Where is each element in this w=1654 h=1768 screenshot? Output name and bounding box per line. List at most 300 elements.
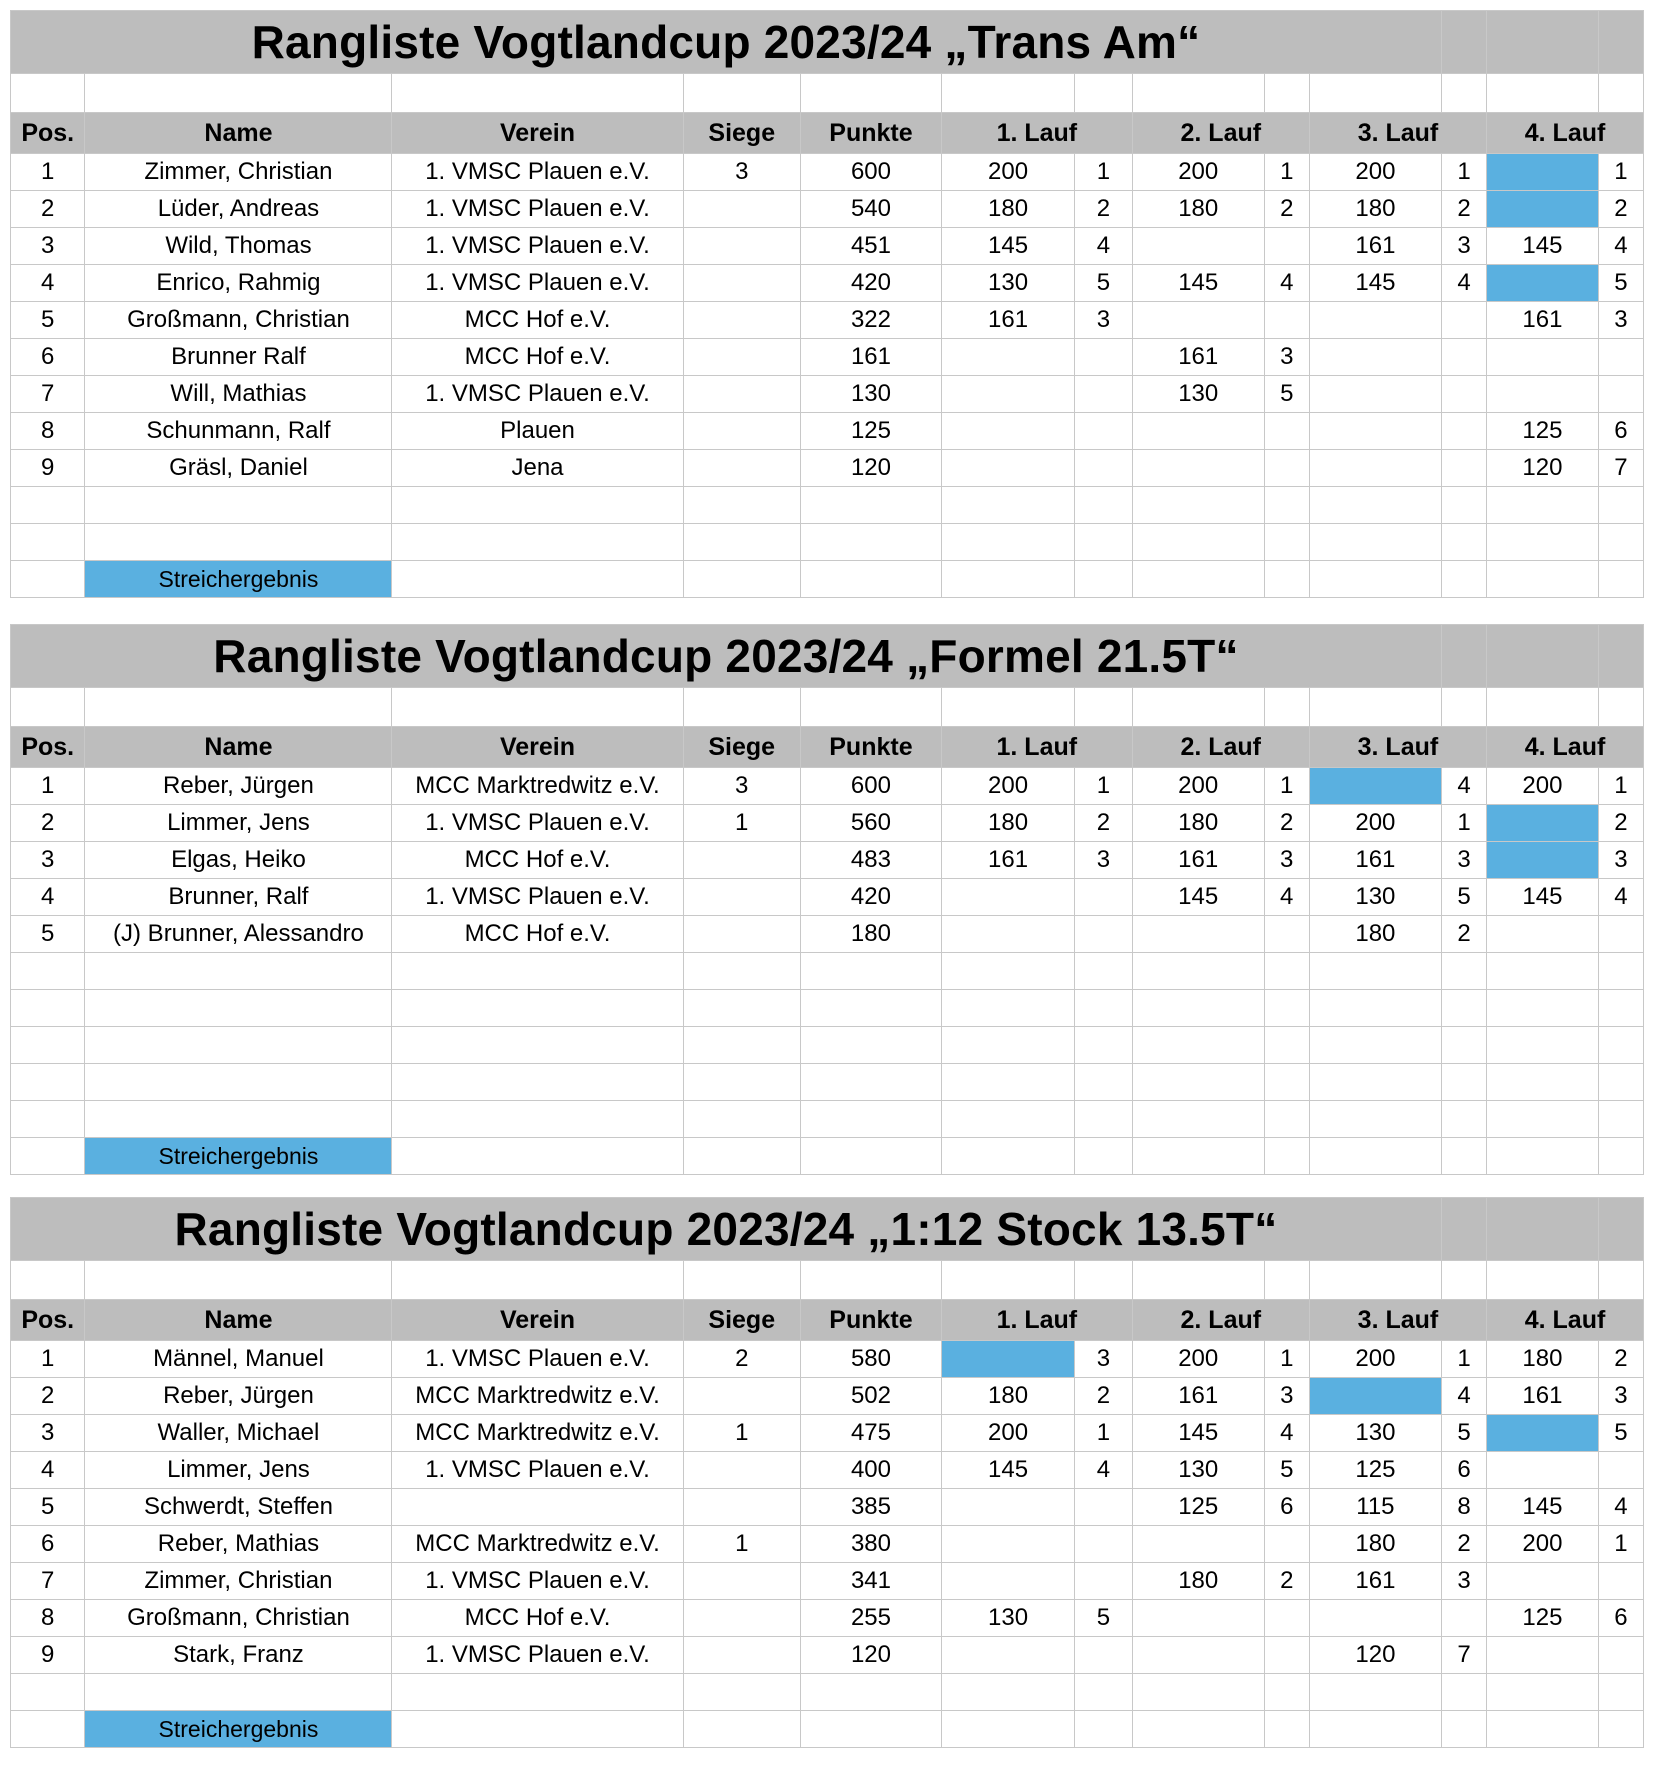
empty-cell (1309, 487, 1441, 524)
empty-cell (1075, 1138, 1133, 1175)
header-punkte: Punkte (800, 1300, 941, 1341)
empty-cell (683, 1674, 800, 1711)
lauf-2-rank: 3 (1264, 842, 1309, 879)
punkte-cell: 341 (800, 1563, 941, 1600)
empty-cell (683, 1138, 800, 1175)
lauf-4-rank (1598, 1637, 1643, 1674)
empty-cell (941, 953, 1074, 990)
punkte-cell: 475 (800, 1415, 941, 1452)
lauf-3-points: 115 (1309, 1489, 1441, 1526)
empty-cell (683, 1101, 800, 1138)
ranking-table (10, 10, 1644, 598)
lauf-2-points (1132, 916, 1264, 953)
lauf-2-points: 200 (1132, 154, 1264, 191)
empty-cell (85, 74, 392, 113)
empty-cell (1309, 1064, 1441, 1101)
header-lauf-1: 1. Lauf (942, 113, 1133, 154)
punkte-cell: 420 (800, 879, 941, 916)
lauf-3-rank (1441, 1600, 1486, 1637)
punkte-cell: 255 (800, 1600, 941, 1637)
verein-cell: MCC Hof e.V. (392, 339, 683, 376)
name-cell: Limmer, Jens (85, 805, 392, 842)
empty-cell (1309, 688, 1441, 727)
lauf-1-points: 145 (942, 228, 1075, 265)
empty-cell (1075, 74, 1133, 113)
pos-cell: 8 (11, 1600, 85, 1637)
lauf-1-rank: 2 (1075, 1378, 1133, 1415)
header-row (11, 113, 1644, 154)
lauf-1-points (942, 1637, 1075, 1674)
lauf-2-points (1132, 302, 1264, 339)
verein-cell: MCC Hof e.V. (392, 1600, 683, 1637)
lauf-4-rank: 4 (1598, 1489, 1643, 1526)
verein-cell: Plauen (392, 413, 683, 450)
empty-cell (11, 1101, 85, 1138)
lauf-1-rank: 4 (1075, 1452, 1133, 1489)
empty-row (11, 1674, 1644, 1711)
header-name: Name (85, 727, 392, 768)
lauf-4-struck-result (1487, 1415, 1599, 1452)
pos-cell: 4 (11, 879, 85, 916)
lauf-1-rank: 5 (1075, 265, 1133, 302)
empty-cell (1264, 487, 1309, 524)
ranking-sheet-3 (10, 1197, 1644, 1748)
lauf-3-points: 125 (1309, 1452, 1441, 1489)
name-cell: Brunner, Ralf (85, 879, 392, 916)
empty-cell (800, 990, 941, 1027)
empty-cell (392, 1027, 683, 1064)
empty-cell (11, 1261, 85, 1300)
lauf-3-points: 145 (1309, 265, 1441, 302)
lauf-4-points: 161 (1487, 1378, 1599, 1415)
lauf-1-rank (1075, 413, 1133, 450)
name-cell: Brunner Ralf (85, 339, 392, 376)
empty-cell (1309, 1027, 1441, 1064)
name-cell: Schwerdt, Steffen (85, 1489, 392, 1526)
empty-cell (11, 1711, 85, 1748)
lauf-2-rank (1264, 916, 1309, 953)
empty-cell (1598, 487, 1643, 524)
punkte-cell: 420 (800, 265, 941, 302)
empty-cell (1441, 487, 1486, 524)
lauf-1-points (942, 1489, 1075, 1526)
header-lauf-3: 3. Lauf (1309, 727, 1486, 768)
empty-cell (1441, 1027, 1486, 1064)
table-row (11, 842, 1644, 879)
empty-cell (1309, 74, 1441, 113)
lauf-4-points: 200 (1487, 1526, 1599, 1563)
lauf-4-points: 125 (1487, 413, 1599, 450)
empty-cell (1264, 1101, 1309, 1138)
empty-cell (1264, 1138, 1309, 1175)
empty-cell (683, 688, 800, 727)
empty-cell (1487, 953, 1599, 990)
lauf-4-rank: 3 (1598, 302, 1643, 339)
lauf-1-points (941, 916, 1074, 953)
pos-cell: 5 (11, 1489, 85, 1526)
lauf-1-rank: 3 (1075, 302, 1133, 339)
table-row (11, 339, 1644, 376)
verein-cell: MCC Hof e.V. (392, 302, 683, 339)
lauf-3-points: 161 (1309, 1563, 1441, 1600)
siege-cell (683, 916, 800, 953)
empty-cell (1132, 487, 1264, 524)
empty-cell (1264, 1711, 1309, 1748)
lauf-4-rank (1598, 1452, 1643, 1489)
header-lauf-4: 4. Lauf (1487, 1300, 1644, 1341)
table-row (11, 1600, 1644, 1637)
empty-cell (1309, 1711, 1441, 1748)
lauf-2-rank (1264, 1600, 1309, 1637)
ranking-table (10, 624, 1644, 1175)
lauf-2-points (1132, 450, 1264, 487)
pos-cell: 2 (11, 1378, 85, 1415)
siege-cell (683, 302, 800, 339)
siege-cell (683, 1452, 800, 1489)
lauf-3-points: 180 (1309, 916, 1441, 953)
lauf-4-rank: 3 (1598, 1378, 1643, 1415)
table-row (11, 1489, 1644, 1526)
lauf-4-points: 145 (1487, 1489, 1599, 1526)
empty-cell (800, 1064, 941, 1101)
lauf-2-points (1132, 1637, 1264, 1674)
lauf-3-rank: 5 (1441, 1415, 1486, 1452)
header-lauf-1: 1. Lauf (942, 1300, 1133, 1341)
lauf-3-points: 180 (1309, 1526, 1441, 1563)
empty-cell (942, 524, 1075, 561)
siege-cell (683, 879, 800, 916)
lauf-3-struck-result (1309, 768, 1441, 805)
header-lauf-1: 1. Lauf (941, 727, 1132, 768)
header-punkte: Punkte (800, 727, 941, 768)
empty-cell (1264, 1261, 1309, 1300)
name-cell: Gräsl, Daniel (85, 450, 392, 487)
empty-cell (85, 1261, 392, 1300)
lauf-2-points: 130 (1132, 376, 1264, 413)
lauf-3-points (1309, 302, 1441, 339)
empty-cell (1441, 1101, 1486, 1138)
name-cell: Lüder, Andreas (85, 191, 392, 228)
punkte-cell: 322 (800, 302, 941, 339)
lauf-4-rank: 2 (1598, 805, 1643, 842)
lauf-3-rank: 2 (1441, 1526, 1486, 1563)
header-name: Name (85, 1300, 392, 1341)
empty-row (11, 524, 1644, 561)
name-cell: Limmer, Jens (85, 1452, 392, 1489)
empty-cell (1075, 990, 1133, 1027)
lauf-1-rank: 2 (1075, 805, 1133, 842)
lauf-4-rank: 6 (1598, 413, 1643, 450)
lauf-2-rank (1264, 450, 1309, 487)
lauf-3-points (1309, 1600, 1441, 1637)
pos-cell: 4 (11, 265, 85, 302)
lauf-3-rank (1441, 339, 1486, 376)
header-pos: Pos. (11, 727, 85, 768)
empty-row (11, 1027, 1644, 1064)
lauf-4-rank: 2 (1598, 1341, 1643, 1378)
lauf-3-rank (1441, 413, 1486, 450)
table-title: Rangliste Vogtlandcup 2023/24 „Trans Am“ (11, 11, 1442, 74)
empty-cell (1309, 953, 1441, 990)
empty-cell (683, 990, 800, 1027)
empty-cell (683, 953, 800, 990)
empty-cell (800, 1674, 941, 1711)
empty-cell (1075, 1101, 1133, 1138)
lauf-1-points (942, 376, 1075, 413)
lauf-4-points: 125 (1487, 1600, 1599, 1637)
empty-cell (1598, 1101, 1643, 1138)
empty-cell (1132, 1711, 1264, 1748)
empty-cell (1075, 1711, 1133, 1748)
lauf-2-rank: 2 (1264, 805, 1309, 842)
empty-cell (1309, 524, 1441, 561)
empty-cell (1487, 990, 1599, 1027)
table-row (11, 228, 1644, 265)
table-row (11, 265, 1644, 302)
empty-cell (1264, 688, 1309, 727)
lauf-2-rank: 3 (1264, 1378, 1309, 1415)
siege-cell (683, 1489, 800, 1526)
empty-cell (1441, 524, 1486, 561)
empty-cell (800, 1101, 941, 1138)
lauf-3-rank: 4 (1441, 265, 1486, 302)
header-verein: Verein (392, 727, 683, 768)
empty-cell (683, 1711, 800, 1748)
empty-cell (1441, 74, 1486, 113)
name-cell: Großmann, Christian (85, 302, 392, 339)
empty-cell (1441, 561, 1486, 598)
empty-cell (392, 1064, 683, 1101)
empty-cell (1132, 1064, 1264, 1101)
empty-cell (392, 487, 683, 524)
empty-cell (1441, 1064, 1486, 1101)
empty-cell (800, 1138, 941, 1175)
siege-cell (683, 413, 800, 450)
lauf-4-rank: 5 (1598, 265, 1643, 302)
empty-cell (1441, 990, 1486, 1027)
table-title: Rangliste Vogtlandcup 2023/24 „Formel 21.5T“ (11, 625, 1442, 688)
lauf-3-points: 130 (1309, 1415, 1441, 1452)
name-cell: (J) Brunner, Alessandro (85, 916, 392, 953)
empty-cell (683, 524, 800, 561)
table-row (11, 768, 1644, 805)
lauf-1-points: 200 (941, 768, 1074, 805)
lauf-2-rank: 1 (1264, 768, 1309, 805)
empty-cell (1441, 1674, 1486, 1711)
empty-cell (392, 524, 683, 561)
empty-cell (85, 524, 392, 561)
siege-cell: 3 (683, 154, 800, 191)
empty-cell (941, 1064, 1074, 1101)
empty-cell (683, 74, 800, 113)
empty-cell (11, 1138, 85, 1175)
lauf-2-points: 145 (1132, 265, 1264, 302)
pos-cell: 6 (11, 339, 85, 376)
empty-cell (1598, 74, 1643, 113)
table-row (11, 879, 1644, 916)
empty-cell (85, 1101, 392, 1138)
lauf-1-rank (1075, 450, 1133, 487)
lauf-3-rank: 2 (1441, 916, 1486, 953)
empty-cell (11, 1674, 85, 1711)
lauf-3-points: 161 (1309, 228, 1441, 265)
header-lauf-3: 3. Lauf (1309, 1300, 1486, 1341)
lauf-3-points (1309, 376, 1441, 413)
lauf-2-rank: 6 (1264, 1489, 1309, 1526)
lauf-1-rank: 5 (1075, 1600, 1133, 1637)
empty-cell (1598, 953, 1643, 990)
lauf-2-points: 145 (1132, 1415, 1264, 1452)
empty-cell (800, 1711, 941, 1748)
lauf-4-rank (1598, 916, 1643, 953)
empty-cell (1598, 688, 1643, 727)
punkte-cell: 600 (800, 768, 941, 805)
lauf-4-rank: 5 (1598, 1415, 1643, 1452)
pos-cell: 1 (11, 768, 85, 805)
verein-cell: MCC Marktredwitz e.V. (392, 1415, 683, 1452)
empty-cell (11, 990, 85, 1027)
verein-cell: 1. VMSC Plauen e.V. (392, 154, 683, 191)
empty-cell (11, 487, 85, 524)
empty-cell (1075, 561, 1133, 598)
empty-cell (1487, 1674, 1599, 1711)
siege-cell (683, 228, 800, 265)
lauf-1-rank (1075, 376, 1133, 413)
empty-cell (85, 953, 392, 990)
empty-cell (1441, 625, 1486, 688)
empty-cell (941, 990, 1074, 1027)
verein-cell: MCC Hof e.V. (392, 916, 683, 953)
header-lauf-4: 4. Lauf (1487, 113, 1644, 154)
empty-cell (1598, 1711, 1643, 1748)
empty-cell (1598, 1027, 1643, 1064)
empty-cell (1264, 1064, 1309, 1101)
pos-cell: 9 (11, 450, 85, 487)
lauf-1-points (942, 1563, 1075, 1600)
lauf-4-points: 145 (1487, 879, 1599, 916)
lauf-3-points (1309, 450, 1441, 487)
lauf-1-rank (1075, 1526, 1133, 1563)
empty-cell (1264, 74, 1309, 113)
siege-cell (683, 450, 800, 487)
table-row (11, 1341, 1644, 1378)
lauf-3-points: 200 (1309, 154, 1441, 191)
siege-cell: 1 (683, 805, 800, 842)
empty-cell (942, 1674, 1075, 1711)
verein-cell: 1. VMSC Plauen e.V. (392, 1341, 683, 1378)
lauf-2-rank (1264, 1637, 1309, 1674)
verein-cell: 1. VMSC Plauen e.V. (392, 1452, 683, 1489)
empty-cell (1132, 953, 1264, 990)
punkte-cell: 180 (800, 916, 941, 953)
lauf-4-points: 120 (1487, 450, 1599, 487)
empty-cell (942, 1261, 1075, 1300)
lauf-2-rank (1264, 302, 1309, 339)
spacer-row (11, 688, 1644, 727)
lauf-4-points (1487, 916, 1599, 953)
empty-cell (85, 1674, 392, 1711)
verein-cell: 1. VMSC Plauen e.V. (392, 1637, 683, 1674)
name-cell: Elgas, Heiko (85, 842, 392, 879)
streichergebnis-legend: Streichergebnis (85, 561, 392, 598)
empty-cell (1075, 1674, 1133, 1711)
lauf-4-rank: 7 (1598, 450, 1643, 487)
empty-cell (1598, 1261, 1643, 1300)
lauf-4-points: 200 (1487, 768, 1599, 805)
lauf-1-rank: 2 (1075, 191, 1133, 228)
siege-cell (683, 842, 800, 879)
name-cell: Schunmann, Ralf (85, 413, 392, 450)
name-cell: Reber, Jürgen (85, 1378, 392, 1415)
empty-cell (11, 561, 85, 598)
empty-cell (800, 953, 941, 990)
lauf-1-points (942, 413, 1075, 450)
header-pos: Pos. (11, 113, 85, 154)
empty-cell (11, 524, 85, 561)
verein-cell (392, 1489, 683, 1526)
empty-cell (1598, 561, 1643, 598)
lauf-2-points: 161 (1132, 1378, 1264, 1415)
name-cell: Stark, Franz (85, 1637, 392, 1674)
empty-cell (1132, 688, 1264, 727)
punkte-cell: 380 (800, 1526, 941, 1563)
empty-cell (1132, 1101, 1264, 1138)
empty-row (11, 953, 1644, 990)
empty-cell (1132, 1674, 1264, 1711)
lauf-2-rank: 4 (1264, 879, 1309, 916)
lauf-1-points (942, 1526, 1075, 1563)
lauf-1-points: 130 (942, 265, 1075, 302)
empty-cell (942, 1711, 1075, 1748)
empty-cell (1487, 487, 1599, 524)
lauf-4-rank: 6 (1598, 1600, 1643, 1637)
lauf-1-points: 161 (942, 302, 1075, 339)
empty-cell (1598, 1674, 1643, 1711)
lauf-2-points: 200 (1132, 768, 1264, 805)
pos-cell: 8 (11, 413, 85, 450)
siege-cell: 2 (683, 1341, 800, 1378)
lauf-4-points (1487, 1563, 1599, 1600)
empty-cell (1598, 1064, 1643, 1101)
empty-cell (1132, 1027, 1264, 1064)
empty-cell (11, 953, 85, 990)
siege-cell (683, 1378, 800, 1415)
empty-cell (392, 74, 683, 113)
empty-row (11, 561, 1644, 598)
lauf-2-rank: 2 (1264, 1563, 1309, 1600)
empty-cell (942, 561, 1075, 598)
lauf-4-struck-result (1487, 265, 1599, 302)
lauf-1-points: 130 (942, 1600, 1075, 1637)
lauf-3-rank: 7 (1441, 1637, 1486, 1674)
table-row (11, 302, 1644, 339)
verein-cell: 1. VMSC Plauen e.V. (392, 376, 683, 413)
title-row (11, 625, 1644, 688)
spacer-row (11, 1261, 1644, 1300)
empty-cell (1487, 1027, 1599, 1064)
lauf-4-rank: 4 (1598, 228, 1643, 265)
punkte-cell: 385 (800, 1489, 941, 1526)
empty-cell (392, 990, 683, 1027)
lauf-4-points: 180 (1487, 1341, 1599, 1378)
pos-cell: 7 (11, 1563, 85, 1600)
empty-cell (1309, 1138, 1441, 1175)
empty-cell (942, 487, 1075, 524)
lauf-4-rank: 2 (1598, 191, 1643, 228)
lauf-1-points: 180 (942, 1378, 1075, 1415)
empty-row (11, 1711, 1644, 1748)
name-cell: Reber, Jürgen (85, 768, 392, 805)
